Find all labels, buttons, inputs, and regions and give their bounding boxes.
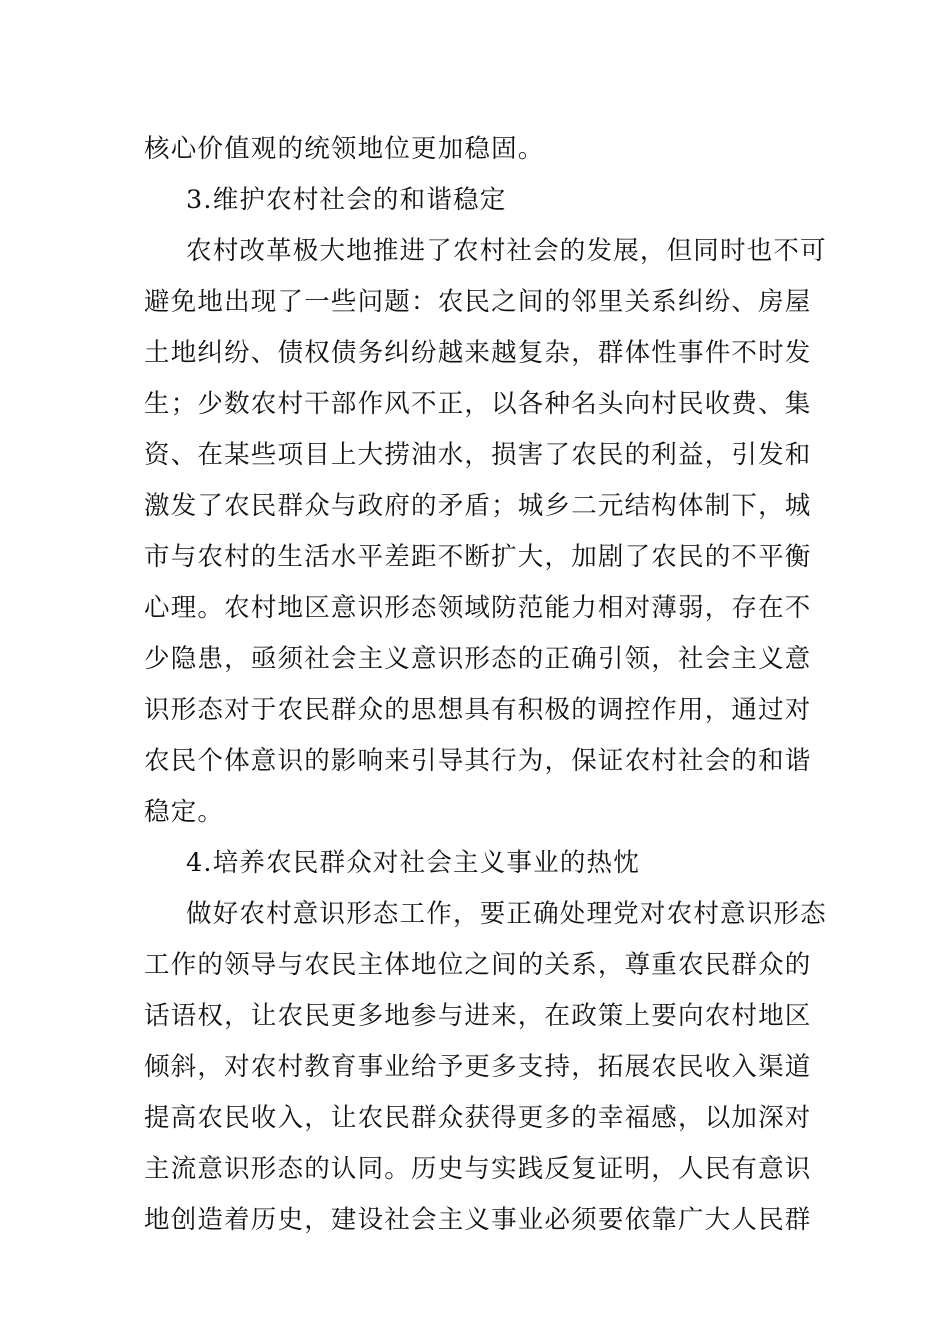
text-line: 核心价值观的统领地位更加稳固。 (144, 134, 545, 164)
text-line: 资、在某些项目上大捞油水，损害了农民的利益，引发和 (144, 440, 812, 470)
paragraph-continuation (144, 124, 806, 175)
text-line: 稳定。 (144, 797, 225, 827)
text-line: 主流意识形态的认同。历史与实践反复证明，人民有意识 (144, 1154, 812, 1184)
text-line: 激发了农民群众与政府的矛盾；城乡二元结构体制下，城 (144, 491, 812, 521)
text-line: 识形态对于农民群众的思想具有积极的调控作用，通过对 (144, 695, 812, 725)
text-line: 心理。农村地区意识形态领域防范能力相对薄弱，存在不 (144, 593, 812, 623)
heading-text: 4.培养农民群众对社会主义事业的热忱 (186, 848, 640, 878)
text-line: 农民个体意识的影响来引导其行为，保证农村社会的和谐 (144, 746, 812, 776)
text-line: 倾斜，对农村教育事业给予更多支持，拓展农民收入渠道 (144, 1052, 812, 1082)
document-body (144, 124, 827, 1246)
text-line: 做好农村意识形态工作，要正确处理党对农村意识形态 (186, 899, 827, 929)
section-heading-4 (144, 838, 806, 889)
paragraph-rural-stability (144, 226, 827, 838)
text-line: 地创造着历史，建设社会主义事业必须要依靠广大人民群 (144, 1205, 812, 1235)
paragraph-enthusiasm (144, 889, 827, 1246)
text-line: 避免地出现了一些问题：农民之间的邻里关系纠纷、房屋 (144, 287, 812, 317)
section-heading-3 (144, 175, 806, 226)
text-line: 农村改革极大地推进了农村社会的发展，但同时也不可 (186, 236, 827, 266)
text-line: 生；少数农村干部作风不正，以各种名头向村民收费、集 (144, 389, 812, 419)
text-line: 少隐患，亟须社会主义意识形态的正确引领，社会主义意 (144, 644, 812, 674)
text-line: 土地纠纷、债权债务纠纷越来越复杂，群体性事件不时发 (144, 338, 812, 368)
text-line: 提高农民收入，让农民群众获得更多的幸福感，以加深对 (144, 1103, 812, 1133)
text-line: 市与农村的生活水平差距不断扩大，加剧了农民的不平衡 (144, 542, 812, 572)
heading-text: 3.维护农村社会的和谐稳定 (186, 185, 507, 215)
text-line: 话语权，让农民更多地参与进来，在政策上要向农村地区 (144, 1001, 812, 1031)
text-line: 工作的领导与农民主体地位之间的关系，尊重农民群众的 (144, 950, 812, 980)
